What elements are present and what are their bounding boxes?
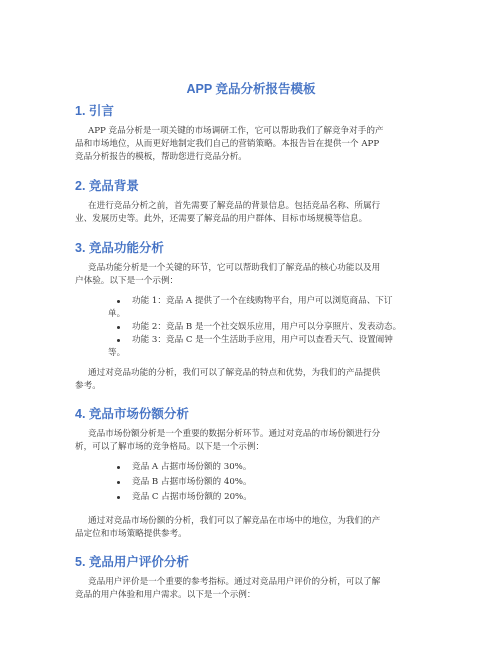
section-2-text-line: 在进行竞品分析之前，首先需要了解竞品的背景信息。包括竞品名称、所属行 (88, 201, 381, 211)
document-title: APP 竞品分析报告模板 (186, 82, 316, 96)
bullet-dot (117, 496, 120, 499)
section-3-closing-line: 参考。 (75, 381, 101, 391)
section-3-heading: 3. 竞品功能分析 (75, 241, 164, 255)
section-4-heading: 4. 竞品市场份额分析 (75, 407, 189, 421)
bullet-dot (117, 339, 120, 342)
section-5-text-line: 竞品用户评价是一个重要的参考指标。通过对竞品用户评价的分析，可以了解 (88, 577, 381, 587)
bullet-dot (117, 466, 120, 469)
bullet-item: 竞品 C 占据市场份额的 20%。 (132, 492, 252, 502)
section-2-heading: 2. 竞品背景 (75, 179, 139, 193)
section-3-text-line: 竞品功能分析是一个关键的环节，它可以帮助我们了解竞品的核心功能以及用 (88, 263, 381, 273)
section-4-text-line: 竞品市场份额分析是一个重要的数据分析环节。通过对竞品的市场份额进行分 (88, 429, 381, 439)
section-5-text-line: 竞品的用户体验和用户需求。以下是一个示例： (75, 590, 256, 600)
bullet-item: 竞品 A 占据市场份额的 30%。 (132, 462, 252, 472)
bullet-item-continuation: 单。 (108, 309, 126, 319)
section-4-text-line: 析，可以了解市场的竞争格局。以下是一个示例： (75, 442, 265, 452)
section-1-text-line: 品和市场地位，从而更好地制定我们自己的营销策略。本报告旨在提供一个 APP (75, 139, 380, 149)
bullet-dot (117, 326, 120, 329)
section-3-closing-line: 通过对竞品功能的分析，我们可以了解竞品的特点和优势，为我们的产品提供 (88, 368, 381, 378)
bullet-item: 功能 2：竞品 B 是一个社交娱乐应用，用户可以分享照片、发表动态。 (132, 322, 402, 332)
bullet-item: 功能 1：竞品 A 提供了一个在线购物平台，用户可以浏览商品、下订 (132, 296, 393, 306)
section-1-text-line: APP 竞品分析是一项关键的市场调研工作，它可以帮助我们了解竞争对手的产 (88, 126, 384, 136)
bullet-dot (117, 481, 120, 484)
section-4-closing-line: 品定位和市场策略提供参考。 (75, 529, 187, 539)
bullet-dot (117, 300, 120, 303)
section-4-closing-line: 通过对竞品市场份额的分析，我们可以了解竞品在市场中的地位，为我们的产 (88, 516, 381, 526)
bullet-item-continuation: 等。 (108, 348, 126, 358)
section-5-heading: 5. 竞品用户评价分析 (75, 555, 189, 569)
section-2-text-line: 业、发展历史等。此外，还需要了解竞品的用户群体、目标市场规模等信息。 (75, 214, 368, 224)
bullet-item: 功能 3：竞品 C 是一个生活助手应用，用户可以查看天气、设置闹钟 (132, 335, 393, 345)
section-3-text-line: 户体验。以下是一个示例： (75, 276, 179, 286)
section-1-heading: 1. 引言 (75, 104, 114, 118)
bullet-item: 竞品 B 占据市场份额的 40%。 (132, 477, 252, 487)
section-1-text-line: 竞品分析报告的模板，帮助您进行竞品分析。 (75, 152, 247, 162)
